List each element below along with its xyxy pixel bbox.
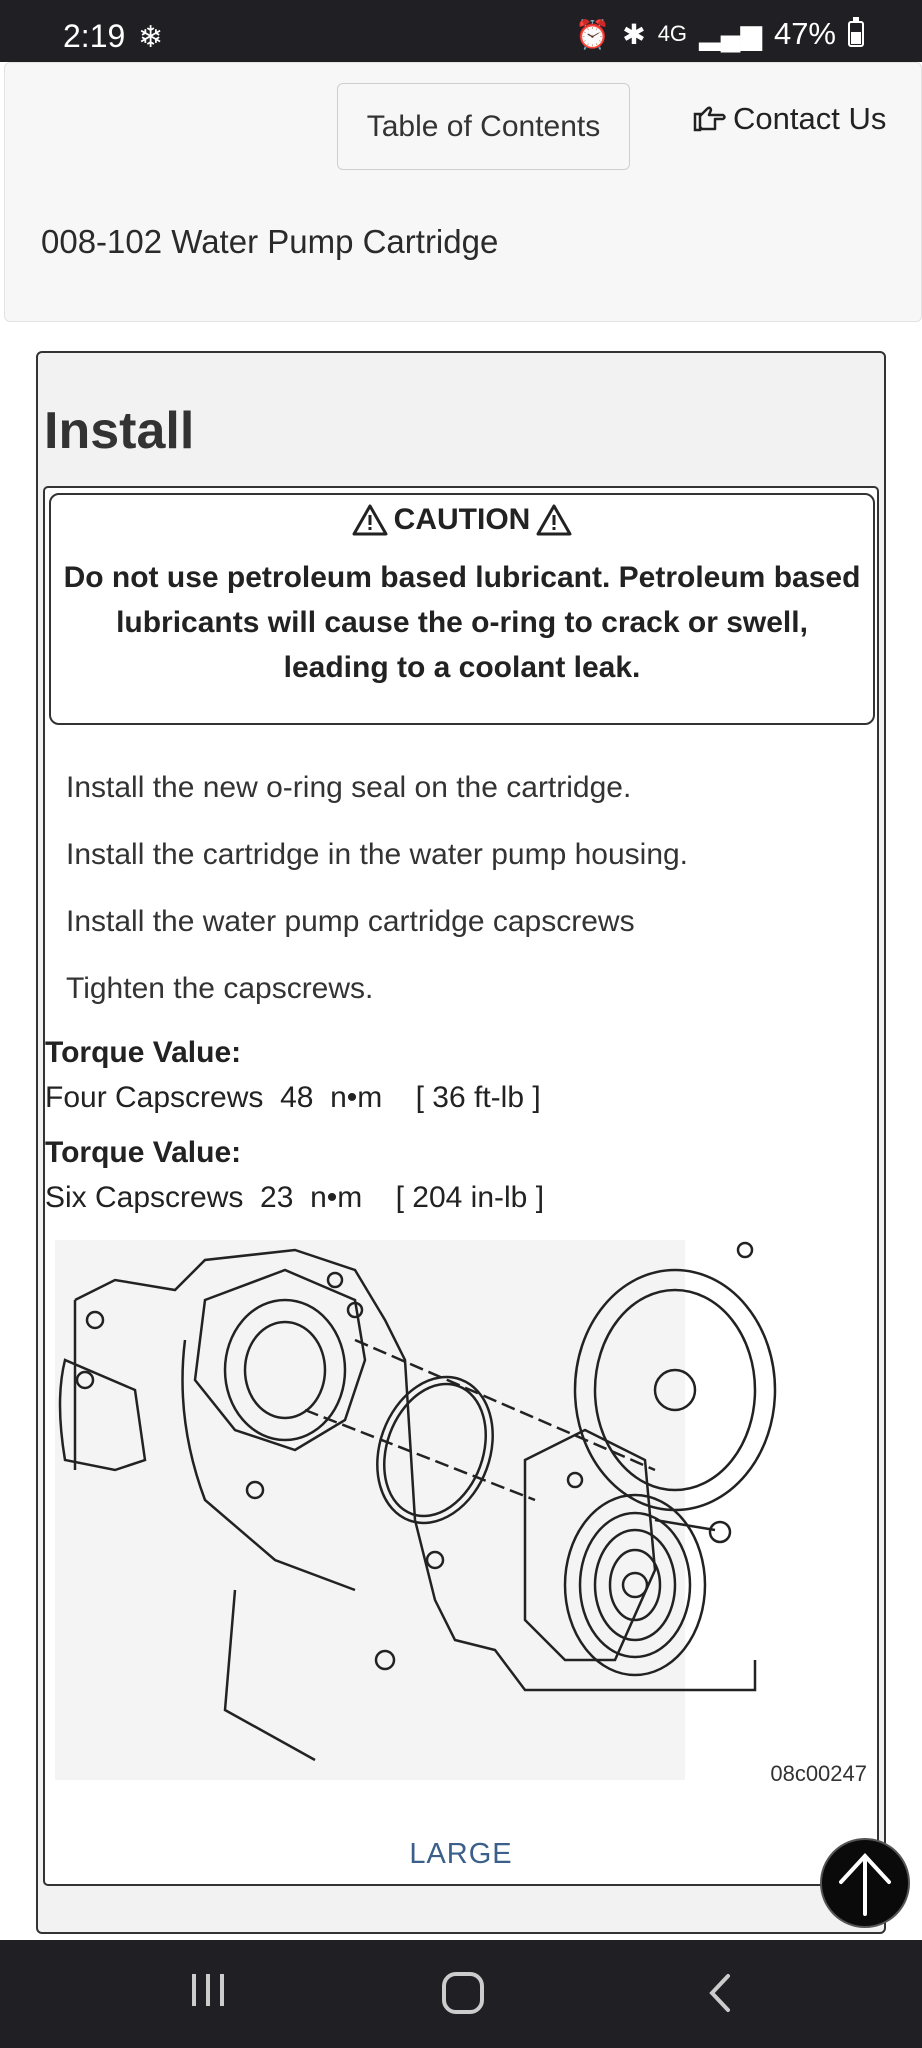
signal-icon: ▂▄▆ [699,18,762,50]
large-image-link[interactable]: LARGE [409,1838,513,1870]
battery-percent: 47% [773,16,836,51]
status-bar [0,0,922,62]
water-pump-diagram[interactable] [55,1240,830,1780]
status-time: 2:19 [63,18,126,54]
torque-value: Six Capscrews 23 n•m [ 204 in-lb ] [45,1181,545,1214]
table-of-contents-button[interactable]: Table of Contents [337,83,630,170]
arrow-up-icon [822,1840,908,1926]
doc-title: 008-102 Water Pump Cartridge [41,223,499,260]
warning-icon [352,504,388,536]
alarm-icon: ⏰ [575,18,611,50]
contact-us-label: Contact Us [733,101,887,136]
step-item: Install the new o-ring seal on the cartridge. [66,771,632,804]
torque-label: Torque Value: [45,1136,242,1169]
caution-box [49,493,875,725]
step-item: Install the cartridge in the water pump housing. [66,838,689,871]
torque-label: Torque Value: [45,1036,242,1069]
section-heading: Install [44,402,195,460]
figure-code: 08c00247 [770,1761,867,1786]
network-label: 4G [657,21,688,46]
system-nav-bar [0,1940,922,2048]
battery-icon [848,21,864,47]
contact-us-link[interactable] [693,101,886,137]
recent-apps-button[interactable] [188,1970,228,2010]
caution-title: CAUTION [393,503,531,536]
caution-text: Do not use petroleum based lubricant. Petroleum based lubricants will cause the o-ring to crack or swell, leading to a coolant leak. [63,561,861,684]
status-icons [575,16,864,52]
step-item: Tighten the capscrews. [66,972,374,1005]
bluetooth-icon: ✱ [622,18,646,50]
home-button[interactable] [440,1970,486,2016]
install-panel [36,351,886,1934]
fan-icon: ❄ [138,21,164,54]
document-header [4,62,922,322]
install-content [43,486,879,1886]
pointing-hand-icon [693,104,727,134]
scroll-to-top-button[interactable] [820,1838,910,1928]
torque-value: Four Capscrews 48 n•m [ 36 ft-lb ] [45,1081,541,1114]
back-button[interactable] [700,1970,740,2016]
warning-icon [536,504,572,536]
step-item: Install the water pump cartridge capscrews [66,905,635,938]
